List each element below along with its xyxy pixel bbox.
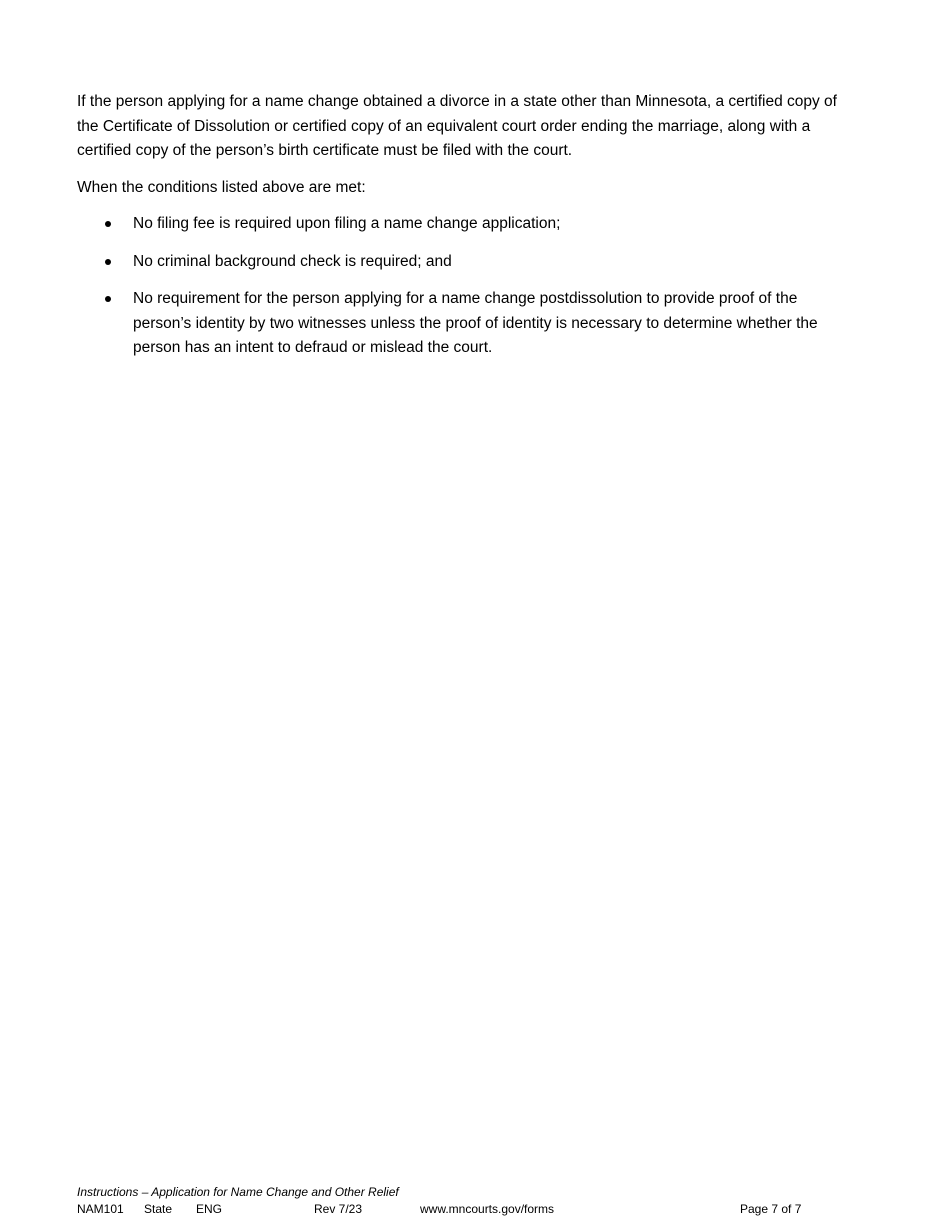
list-item-text: No filing fee is required upon filing a name change application;: [133, 215, 561, 232]
footer-jurisdiction: State: [144, 1202, 173, 1216]
paragraph-conditions-intro: When the conditions listed above are met:: [77, 178, 366, 196]
list-item-text: No requirement for the person applying for a name change postdissolution to provide proof of the person’s identity by two witnesses unless the proof of identity is necessary to determine whether the person has an intent to defraud or mislead the court.: [133, 290, 818, 356]
list-item: [77, 250, 837, 275]
footer-meta-row: [77, 1201, 837, 1218]
bullet-icon: [105, 259, 111, 265]
bullet-icon: [105, 296, 111, 302]
footer-page-number: Page 7 of 7: [740, 1202, 802, 1216]
list-item: [77, 287, 837, 361]
footer-url: www.mncourts.gov/forms: [420, 1202, 555, 1216]
paragraph-divorce-other-state: If the person applying for a name change obtained a divorce in a state other than Minnesota, a certified copy of the Certificate of Dissolution or certified copy of an equivalent court order ending the marriage, along with a certified copy of the person’s birth certificate must be filed with the court.: [77, 93, 837, 159]
footer-title: Instructions – Application for Name Change and Other Relief: [77, 1185, 399, 1199]
bullet-icon: [105, 221, 111, 227]
conditions-list: [77, 212, 837, 361]
footer-language: ENG: [196, 1202, 223, 1216]
document-body: [77, 90, 837, 374]
footer-form-number: NAM101: [77, 1202, 124, 1216]
list-item-text: No criminal background check is required; and: [133, 252, 452, 270]
page-footer: [77, 1184, 837, 1218]
footer-revision: Rev 7/23: [314, 1202, 363, 1216]
list-item: [77, 212, 837, 237]
